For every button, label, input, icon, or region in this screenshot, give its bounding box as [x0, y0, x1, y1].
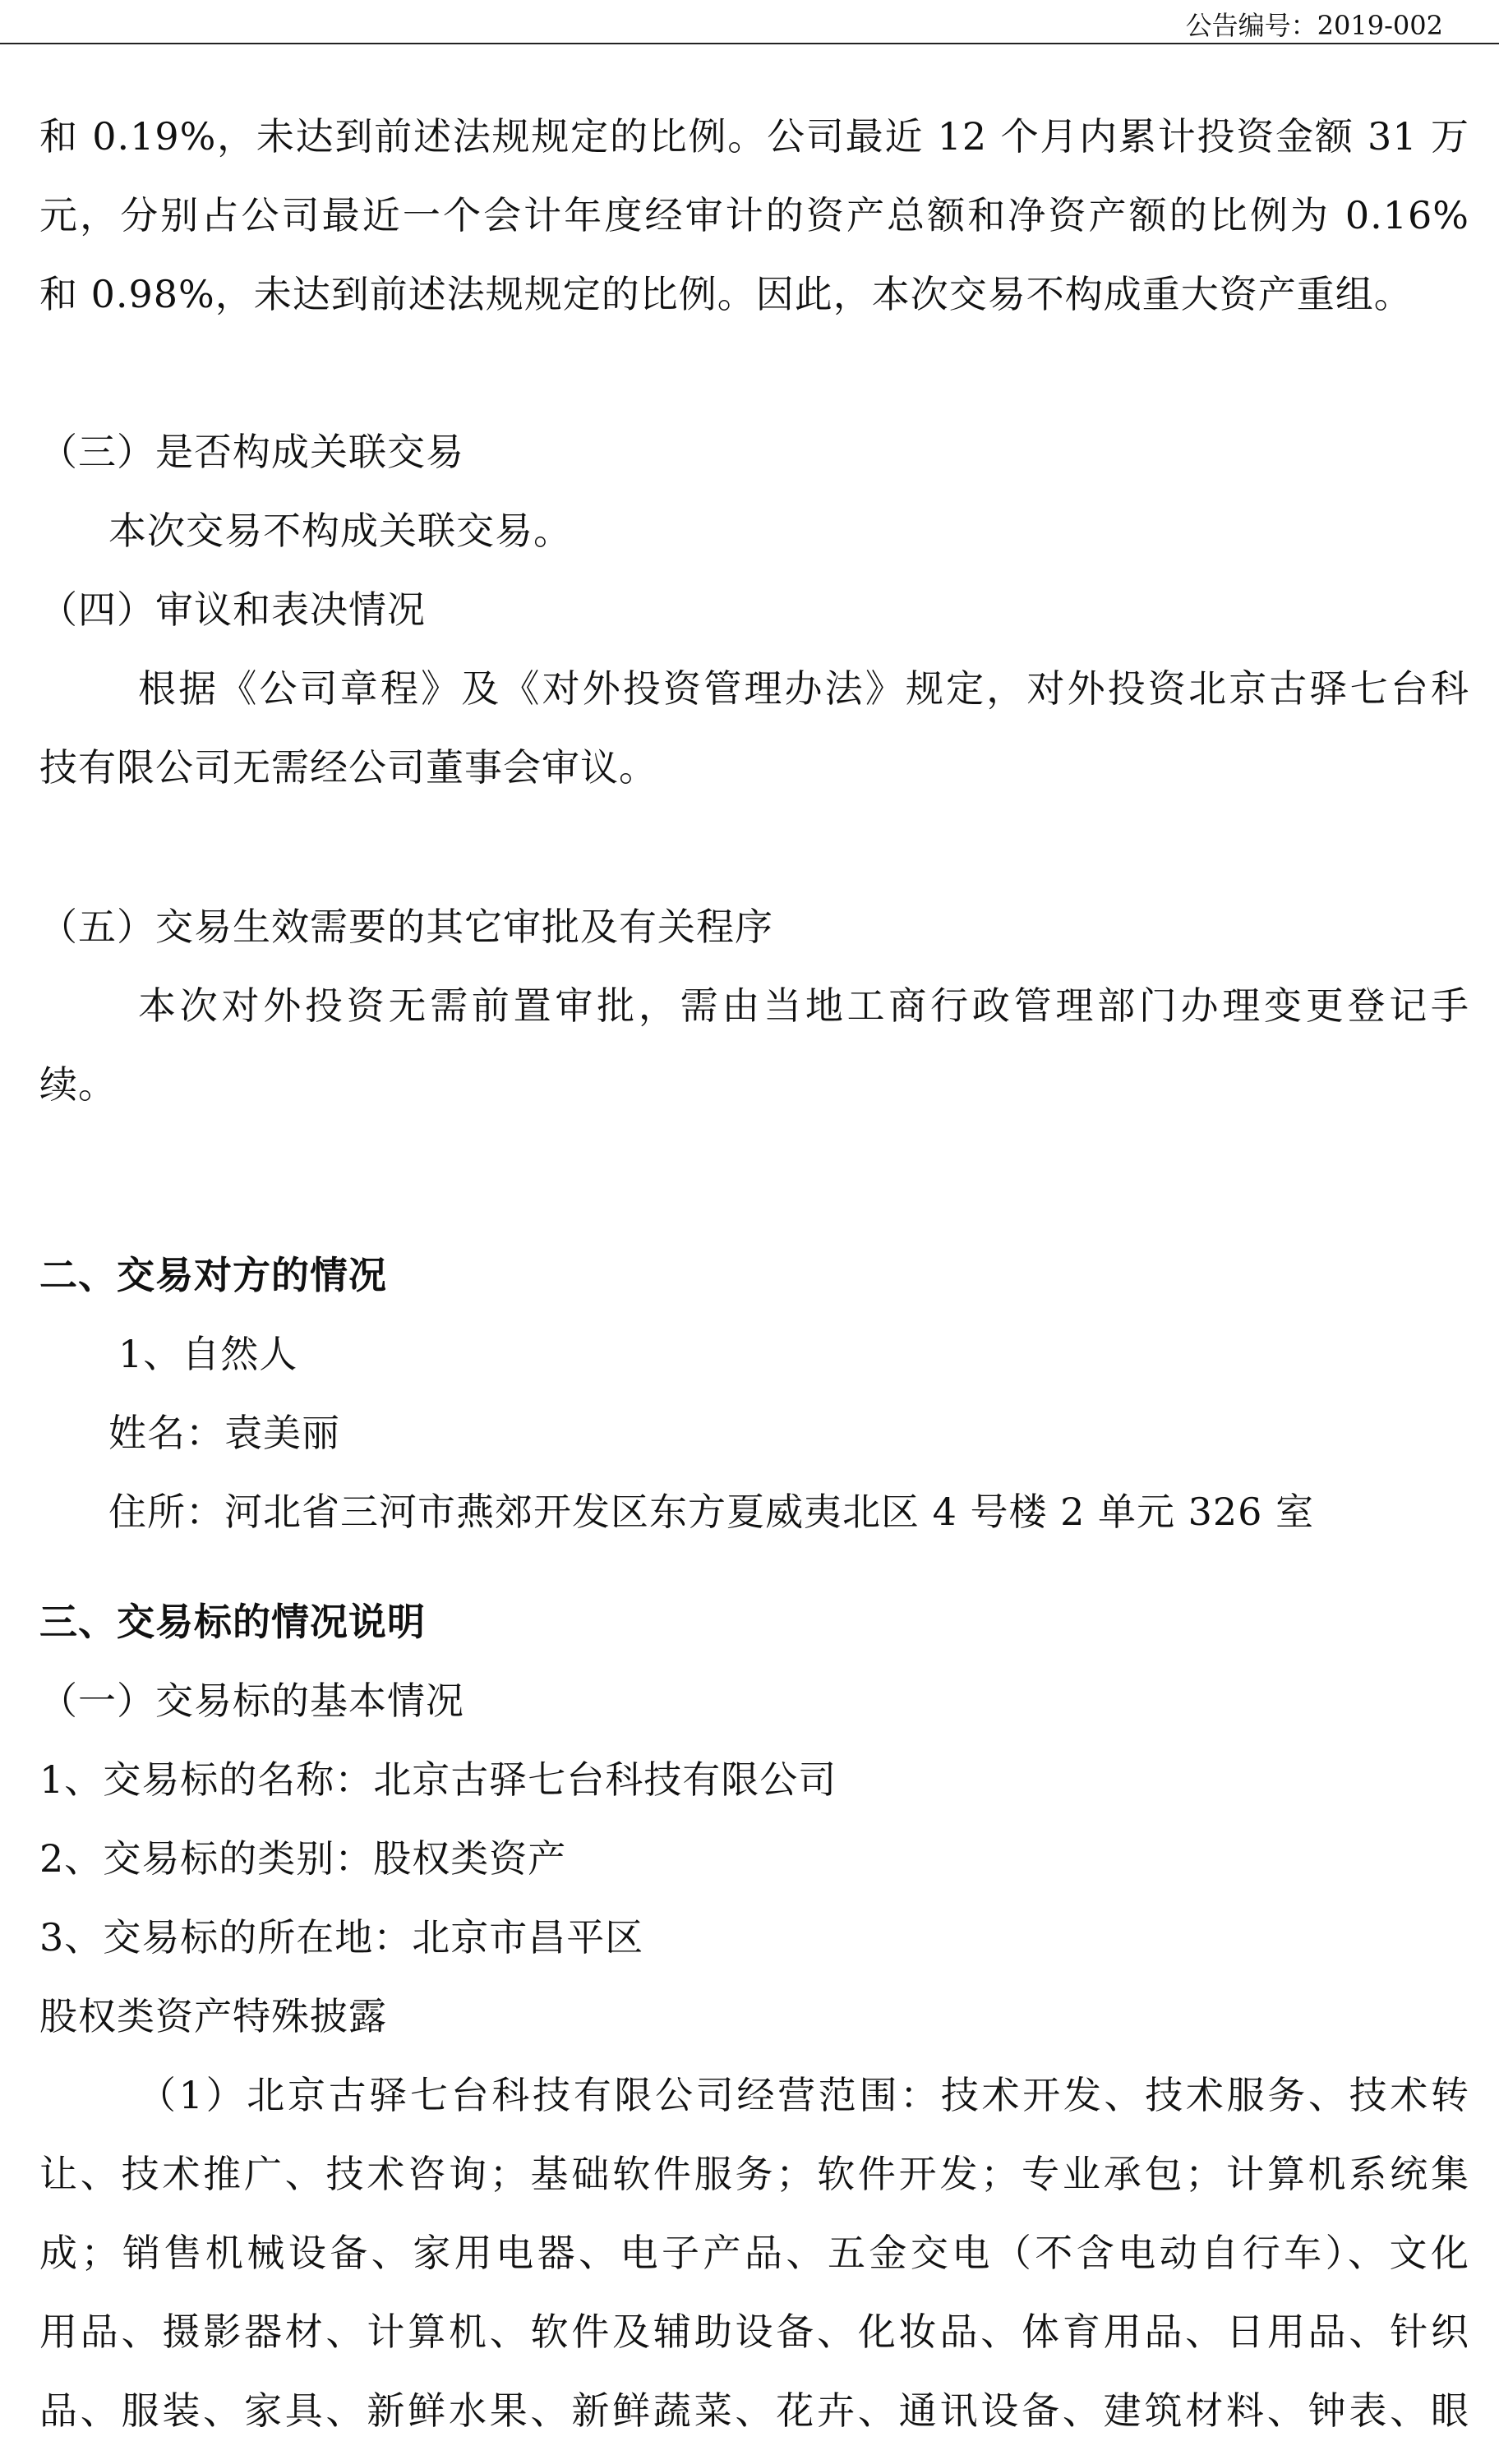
paragraph-line: 续。	[39, 1062, 117, 1107]
list-item: 1、交易标的名称：北京古驿七台科技有限公司	[39, 1757, 837, 1802]
paragraph-line: （1）北京古驿七台科技有限公司经营范围：技术开发、技术服务、技术转	[138, 2073, 1469, 2117]
paragraph-line: 让、技术推广、技术咨询；基础软件服务；软件开发；专业承包；计算机系统集	[39, 2152, 1469, 2196]
paragraph-line: 本次交易不构成关联交易。	[108, 509, 572, 553]
list-item: 1、自然人	[118, 1332, 298, 1376]
paragraph-line: 本次对外投资无需前置审批，需由当地工商行政管理部门办理变更登记手	[138, 983, 1469, 1028]
announcement-number: 公告编号：2019-002	[1185, 10, 1443, 41]
list-item: 3、交易标的所在地：北京市昌平区	[39, 1915, 644, 1960]
part-heading: 三、交易标的情况说明	[39, 1600, 426, 1644]
paragraph-line: 根据《公司章程》及《对外投资管理办法》规定，对外投资北京古驿七台科	[138, 666, 1469, 711]
paragraph-line: 用品、摄影器材、计算机、软件及辅助设备、化妆品、体育用品、日用品、针织	[39, 2310, 1469, 2354]
part-heading: 二、交易对方的情况	[39, 1253, 387, 1297]
person-address: 住所：河北省三河市燕郊开发区东方夏威夷北区 4 号楼 2 单元 326 室	[108, 1490, 1315, 1534]
paragraph-line: 股权类资产特殊披露	[39, 1994, 387, 2038]
paragraph-line: 成；销售机械设备、家用电器、电子产品、五金交电（不含电动自行车）、文化	[39, 2231, 1469, 2275]
section-heading: （三）是否构成关联交易	[39, 430, 464, 474]
paragraph-line: 元，分别占公司最近一个会计年度经审计的资产总额和净资产额的比例为 0.16%	[39, 193, 1469, 237]
list-item: 2、交易标的类别：股权类资产	[39, 1836, 567, 1881]
section-heading: （四）审议和表决情况	[39, 587, 426, 632]
person-name: 姓名：袁美丽	[108, 1411, 340, 1455]
paragraph-line: 技有限公司无需经公司董事会审议。	[39, 745, 657, 790]
header-rule	[0, 43, 1499, 44]
section-heading: （一）交易标的基本情况	[39, 1679, 464, 1723]
paragraph-line: 和 0.19%，未达到前述法规规定的比例。公司最近 12 个月内累计投资金额 31 万	[39, 114, 1469, 159]
paragraph-line: 品、服装、家具、新鲜水果、新鲜蔬菜、花卉、通讯设备、建筑材料、钟表、眼	[39, 2388, 1469, 2433]
section-heading: （五）交易生效需要的其它审批及有关程序	[39, 905, 773, 949]
paragraph-line: 和 0.98%，未达到前述法规规定的比例。因此，本次交易不构成重大资产重组。	[39, 272, 1413, 316]
